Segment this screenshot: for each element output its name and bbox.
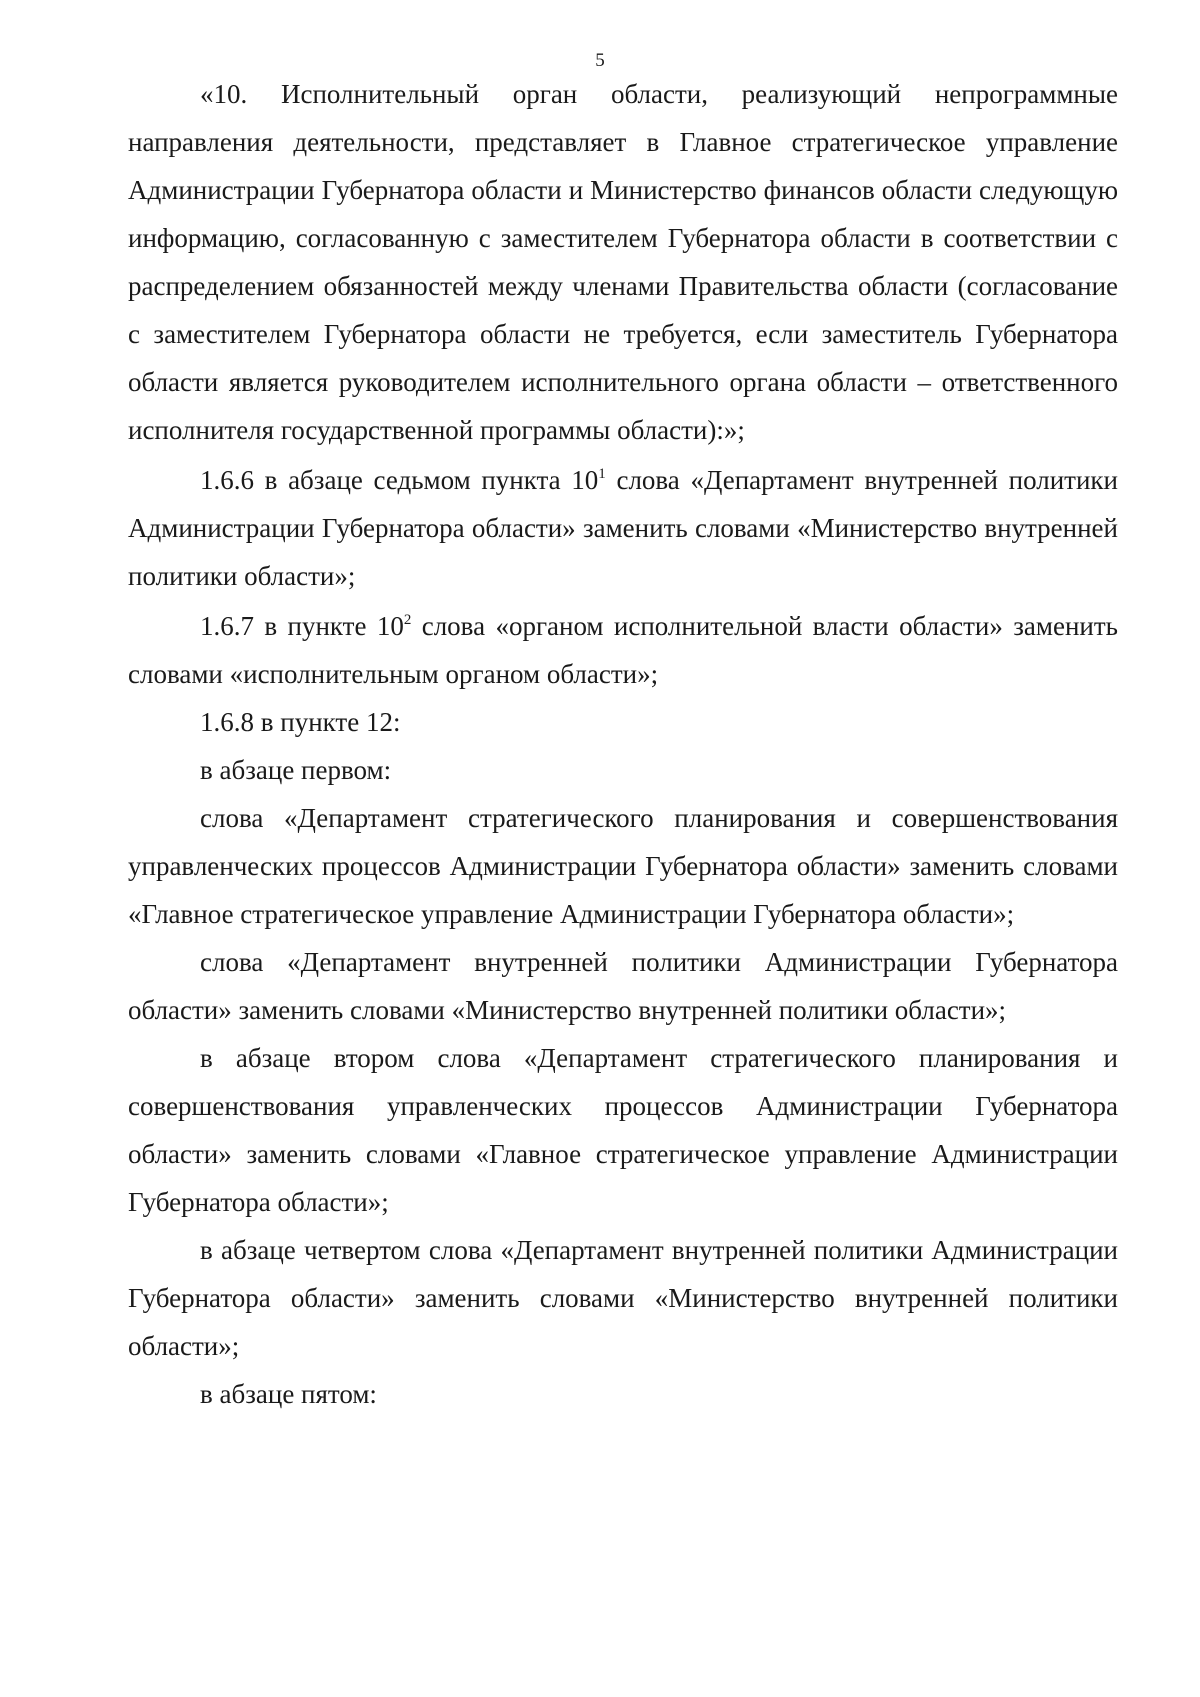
paragraph-fourth-abzac: в абзаце четвертом слова «Департамент внутренней политики Администрации Губернатора области» заменить словами «Министерство внутренней политики области»; [128,1235,1118,1361]
paragraph-first-abzac: в абзаце первом: [200,755,392,785]
document-body [128,70,1118,1418]
superscript-2: 2 [403,612,412,628]
paragraph-item-10: «10. Исполнительный орган области, реализующий непрограммные направления деятельности, представляет в Главное стратегическое управление Администрации Губернатора области и Министерство финансов области следующую информацию, согласованную с заместителем Губернатора области в соответствии с распределением обязанностей между членами Правительства области (согласование с заместителем Губернатора области не требуется, если заместитель Губернатора области является руководителем исполнительного органа области – ответственного исполнителя государственной программы области):»; [128,79,1118,445]
paragraph-1-6-7-end: слова «органом исполнительной власти области» заменить словами «исполнительным органом области»; [128,611,1118,689]
paragraph-1-6-8: 1.6.8 в пункте 12: [200,707,401,737]
superscript-1: 1 [598,466,606,482]
page-number: 5 [595,50,605,71]
paragraph-1-6-6-end: слова «Департамент внутренней политики Администрации Губернатора области» заменить словами «Министерство внутренней политики области»; [128,465,1118,591]
paragraph-1-6-7 [128,602,1118,698]
paragraph-replace-strategic: слова «Департамент стратегического планирования и совершенствования управленческих процессов Администрации Губернатора области» заменить словами «Главное стратегическое управление Администрации Губернатора области»; [128,803,1118,929]
paragraph-replace-internal-policy: слова «Департамент внутренней политики Администрации Губернатора области» заменить словами «Министерство внутренней политики области»; [128,947,1118,1025]
paragraph-1-6-6-start: 1.6.6 в абзаце седьмом пункта 10 [200,465,599,495]
paragraph-1-6-7-start: 1.6.7 в пункте 10 [200,611,404,641]
paragraph-second-abzac: в абзаце втором слова «Департамент стратегического планирования и совершенствования управленческих процессов Администрации Губернатора области» заменить словами «Главное стратегическое управление Администрации Губернатора области»; [128,1043,1118,1217]
paragraph-1-6-6 [128,456,1118,600]
paragraph-fifth-abzac: в абзаце пятом: [200,1379,377,1409]
